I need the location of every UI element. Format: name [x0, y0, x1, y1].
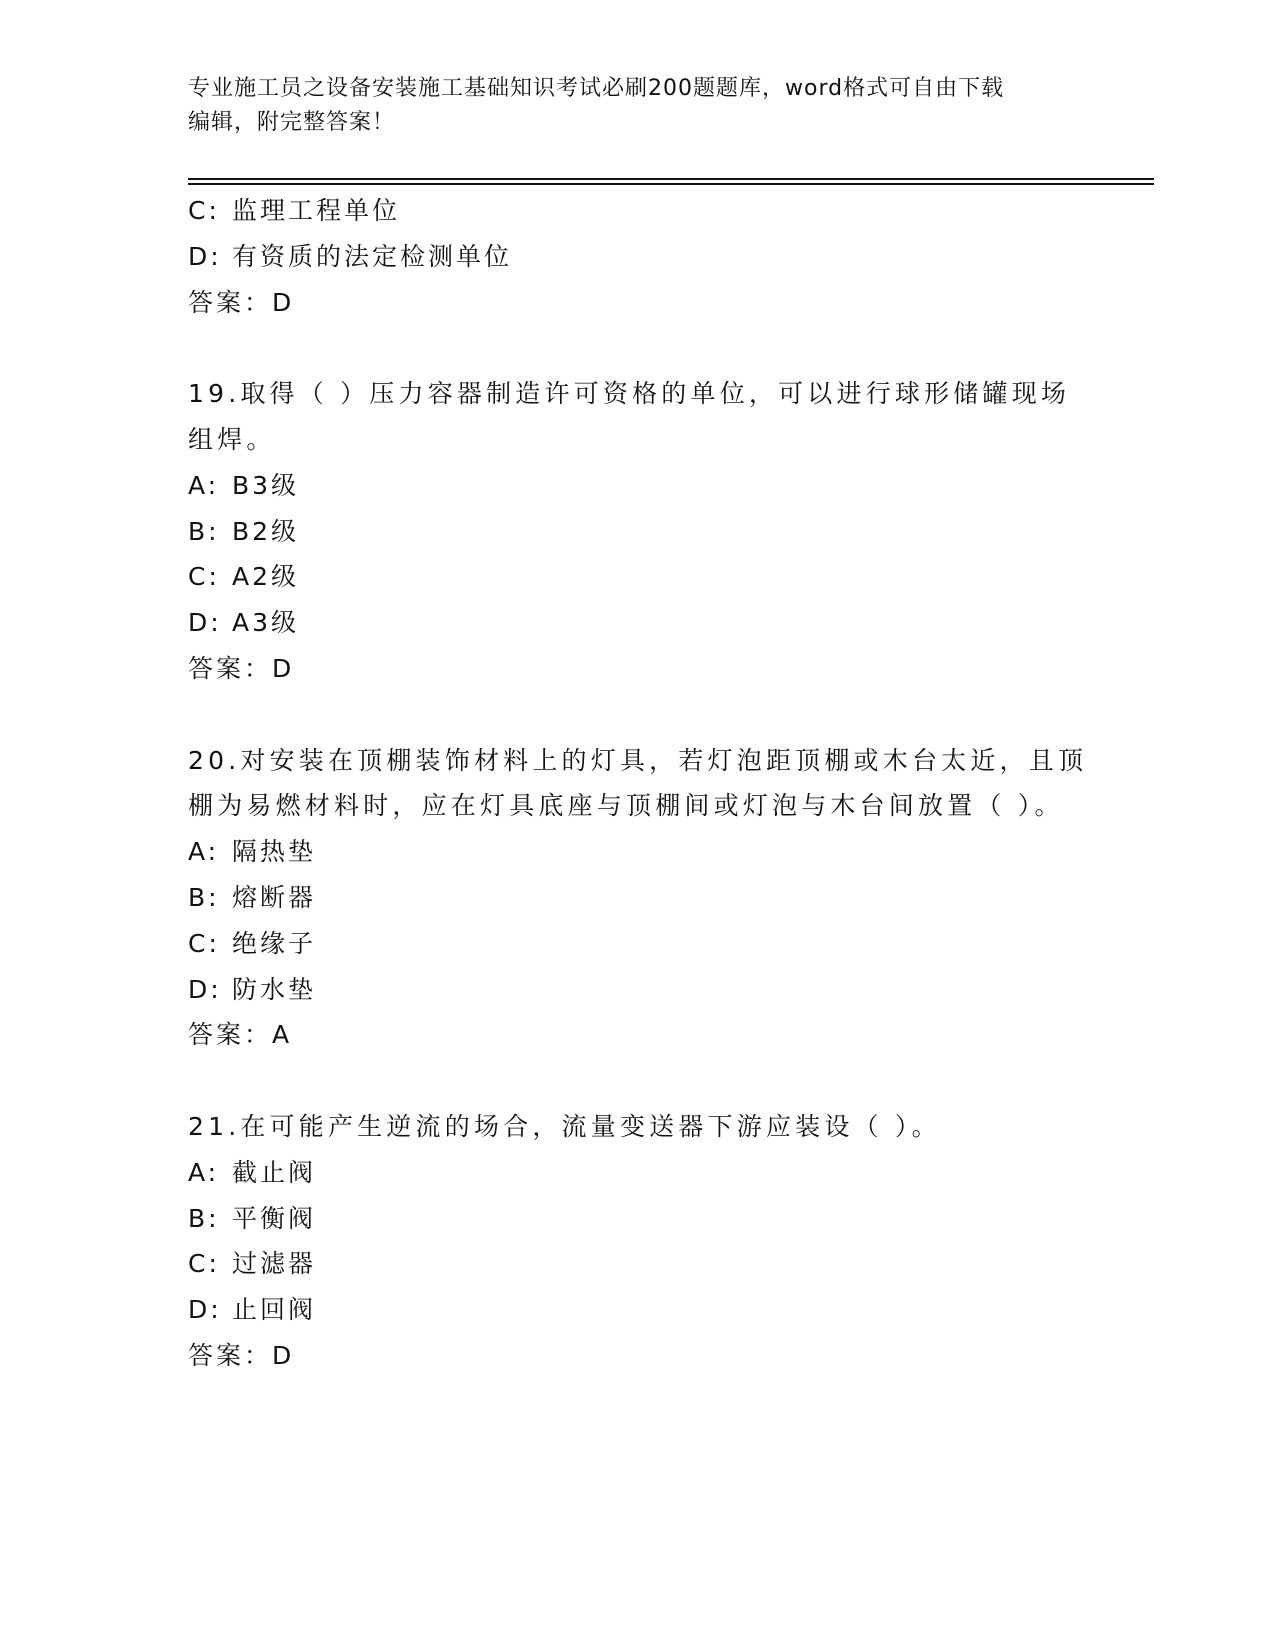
- question-stem-line: 19.取得（ ）压力容器制造许可资格的单位，可以进行球形储罐现场: [188, 379, 1071, 409]
- option-c: C: 绝缘子: [188, 928, 317, 958]
- spacer: [188, 1058, 1088, 1104]
- question-stem-line: 组焊。: [188, 424, 276, 454]
- question-list: [188, 188, 1088, 1379]
- option-b: B: 平衡阀: [188, 1203, 317, 1233]
- option-c: C: 过滤器: [188, 1249, 317, 1279]
- header-rule-bottom: [188, 183, 1154, 185]
- option-d: D: 止回阀: [188, 1295, 317, 1325]
- question-20: [188, 738, 1088, 1059]
- question-stem-line: 棚为易燃材料时，应在灯具底座与顶棚间或灯泡与木台间放置（ ）。: [188, 791, 1064, 821]
- header-rule-top: [188, 178, 1154, 180]
- document-header: [188, 72, 1068, 140]
- option-a: A: 截止阀: [188, 1157, 317, 1187]
- question-19: [188, 371, 1088, 692]
- option-b: B: B2级: [188, 516, 300, 546]
- option-a: A: B3级: [188, 470, 300, 500]
- option-a: A: 隔热垫: [188, 837, 317, 867]
- question-stem-line: 20.对安装在顶棚装饰材料上的灯具，若灯泡距顶棚或木台太近，且顶: [188, 745, 1088, 775]
- answer: 答案：A: [188, 1020, 293, 1050]
- spacer: [188, 325, 1088, 371]
- option-d: D: 有资质的法定检测单位: [188, 241, 513, 271]
- option-c: C: A2级: [188, 562, 300, 592]
- header-line-2: 编辑，附完整答案！: [188, 110, 396, 135]
- option-c: C: 监理工程单位: [188, 196, 401, 225]
- continued-question: [188, 188, 1088, 325]
- question-stem-line: 21.在可能产生逆流的场合，流量变送器下游应装设（ ）。: [188, 1111, 941, 1141]
- answer: 答案：D: [188, 1340, 295, 1370]
- spacer: [188, 692, 1088, 738]
- header-line-1: 专业施工员之设备安装施工基础知识考试必刷200题题库，word格式可自由下载: [188, 76, 1005, 101]
- answer: 答案：D: [188, 653, 295, 683]
- option-d: D: 防水垫: [188, 974, 317, 1004]
- option-b: B: 熔断器: [188, 882, 317, 912]
- question-21: [188, 1104, 1088, 1379]
- answer: 答案：D: [188, 287, 295, 317]
- option-d: D: A3级: [188, 608, 300, 638]
